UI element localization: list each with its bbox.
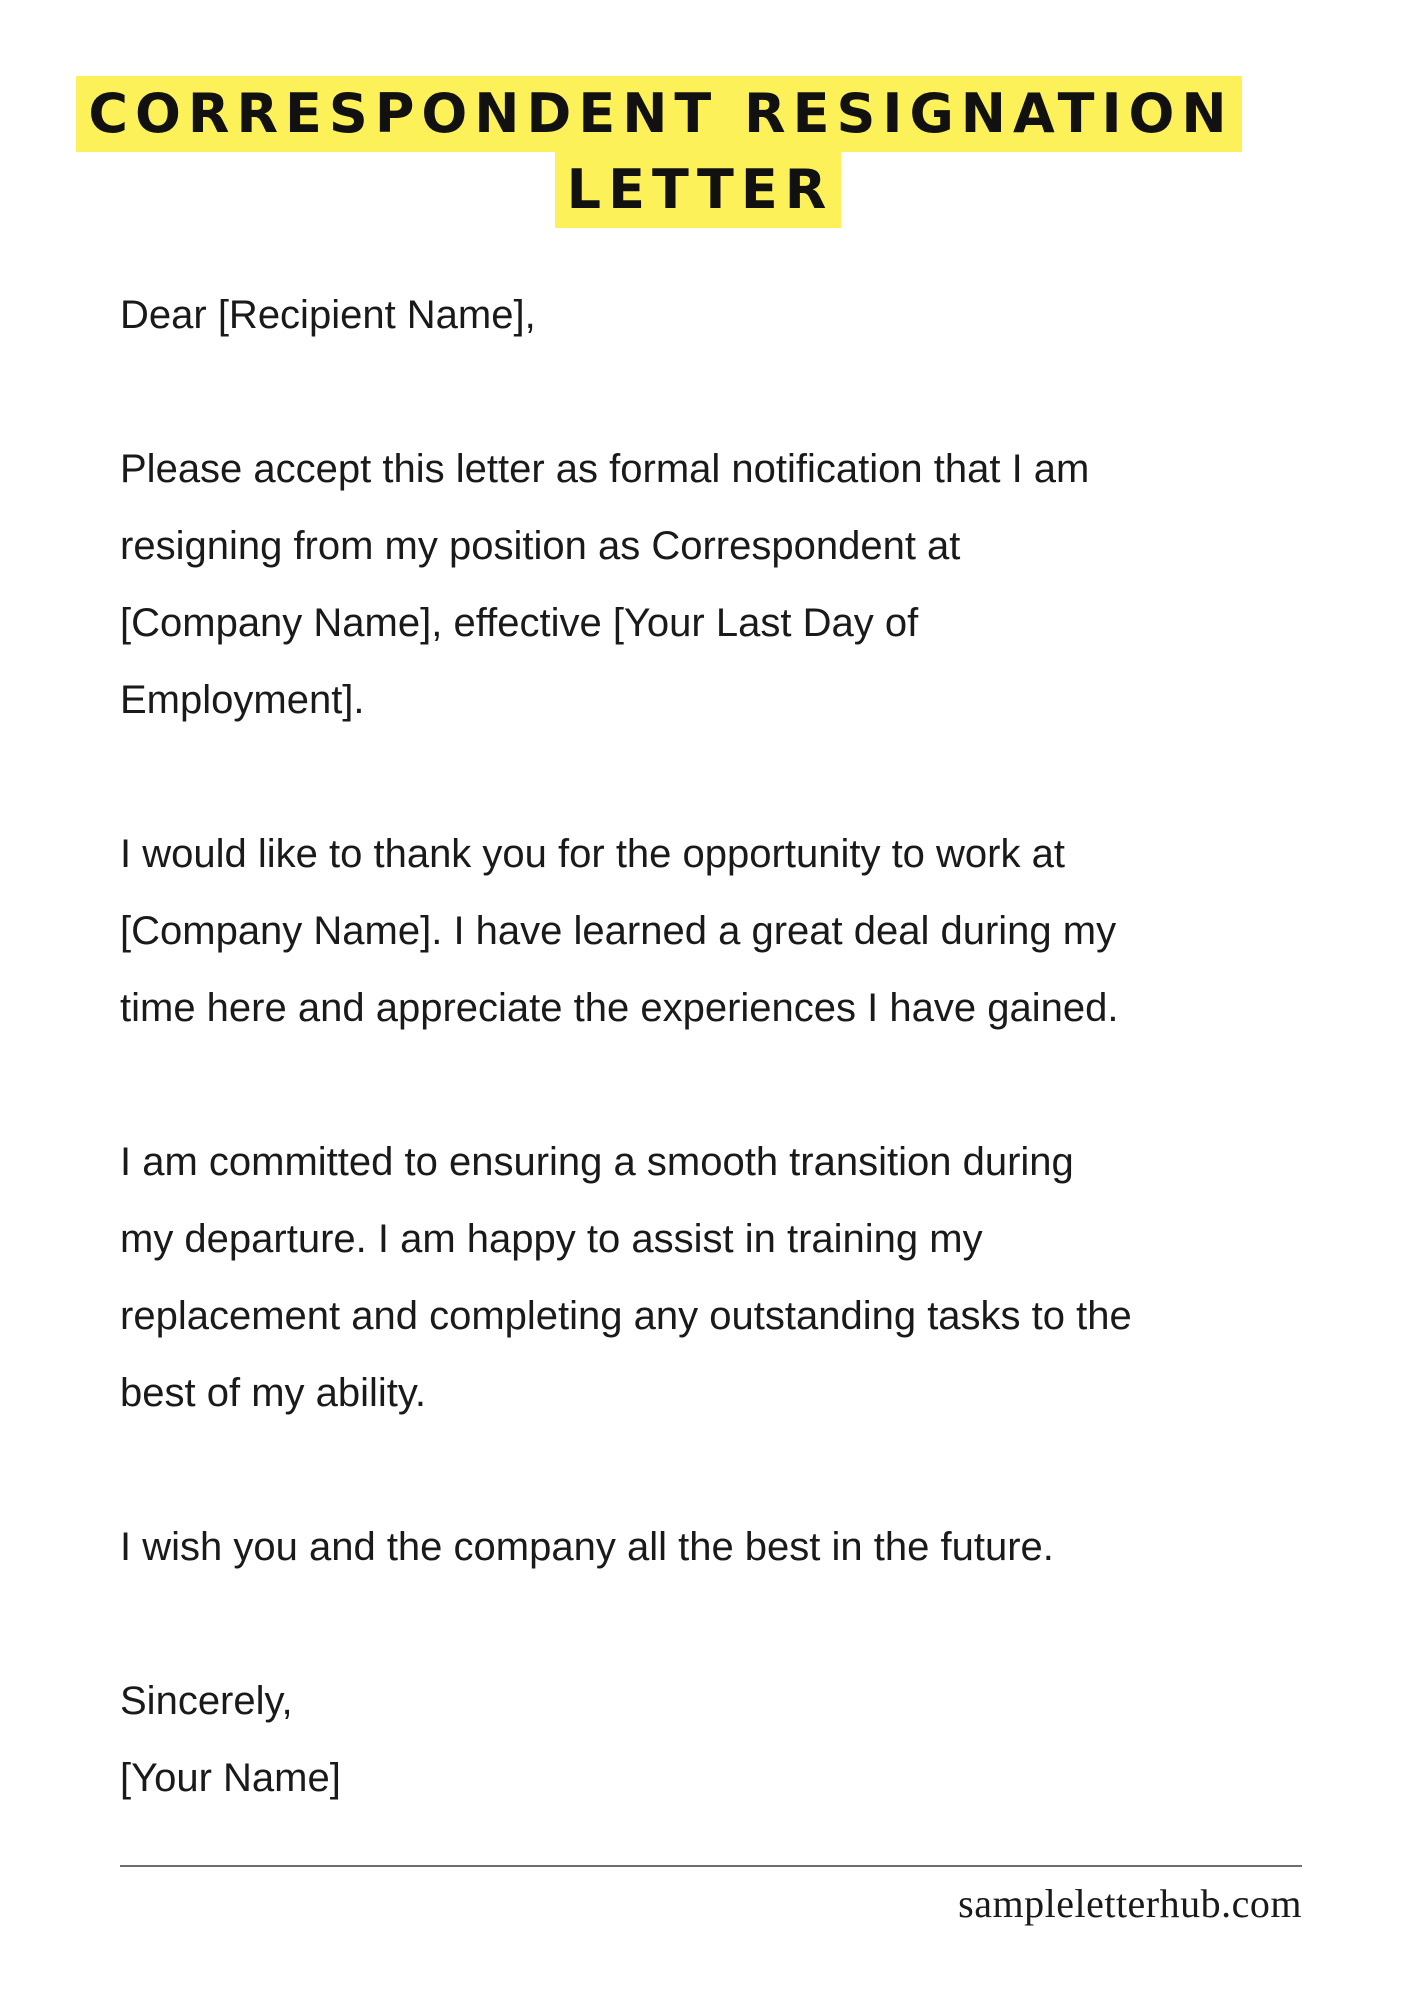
paragraph-line: [Company Name]. I have learned a great deal during my xyxy=(120,909,1117,953)
title-line-1: CORRESPONDENT RESIGNATION xyxy=(76,76,1241,152)
title-line-2: LETTER xyxy=(555,152,842,228)
sign-off xyxy=(120,1663,1370,1817)
signature: [Your Name] xyxy=(120,1756,341,1800)
paragraph-line: time here and appreciate the experiences I have gained. xyxy=(120,986,1119,1030)
letter-body xyxy=(120,277,1370,1817)
paragraph-resignation-notice xyxy=(120,431,1370,739)
salutation-text: Dear [Recipient Name], xyxy=(120,293,536,337)
paragraph-line: Please accept this letter as formal notification that I am xyxy=(120,447,1090,491)
footer-website: sampleletterhub.com xyxy=(958,1881,1302,1926)
letter-title xyxy=(0,76,1414,228)
closing: Sincerely, xyxy=(120,1679,293,1723)
paragraph-line: replacement and completing any outstanding tasks to the xyxy=(120,1294,1132,1338)
paragraph-line: best of my ability. xyxy=(120,1371,427,1415)
paragraph-gratitude xyxy=(120,816,1370,1047)
paragraph-line: Employment]. xyxy=(120,678,365,722)
paragraph-line: my departure. I am happy to assist in training my xyxy=(120,1217,983,1261)
salutation xyxy=(120,277,1370,354)
paragraph-line: I wish you and the company all the best in the future. xyxy=(120,1525,1054,1569)
footer-divider xyxy=(120,1865,1302,1867)
paragraph-well-wishes xyxy=(120,1509,1370,1586)
paragraph-line: resigning from my position as Correspondent at xyxy=(120,524,961,568)
paragraph-line: [Company Name], effective [Your Last Day of xyxy=(120,601,919,645)
paragraph-line: I am committed to ensuring a smooth transition during xyxy=(120,1140,1074,1184)
paragraph-transition xyxy=(120,1124,1370,1432)
paragraph-line: I would like to thank you for the opportunity to work at xyxy=(120,832,1065,876)
